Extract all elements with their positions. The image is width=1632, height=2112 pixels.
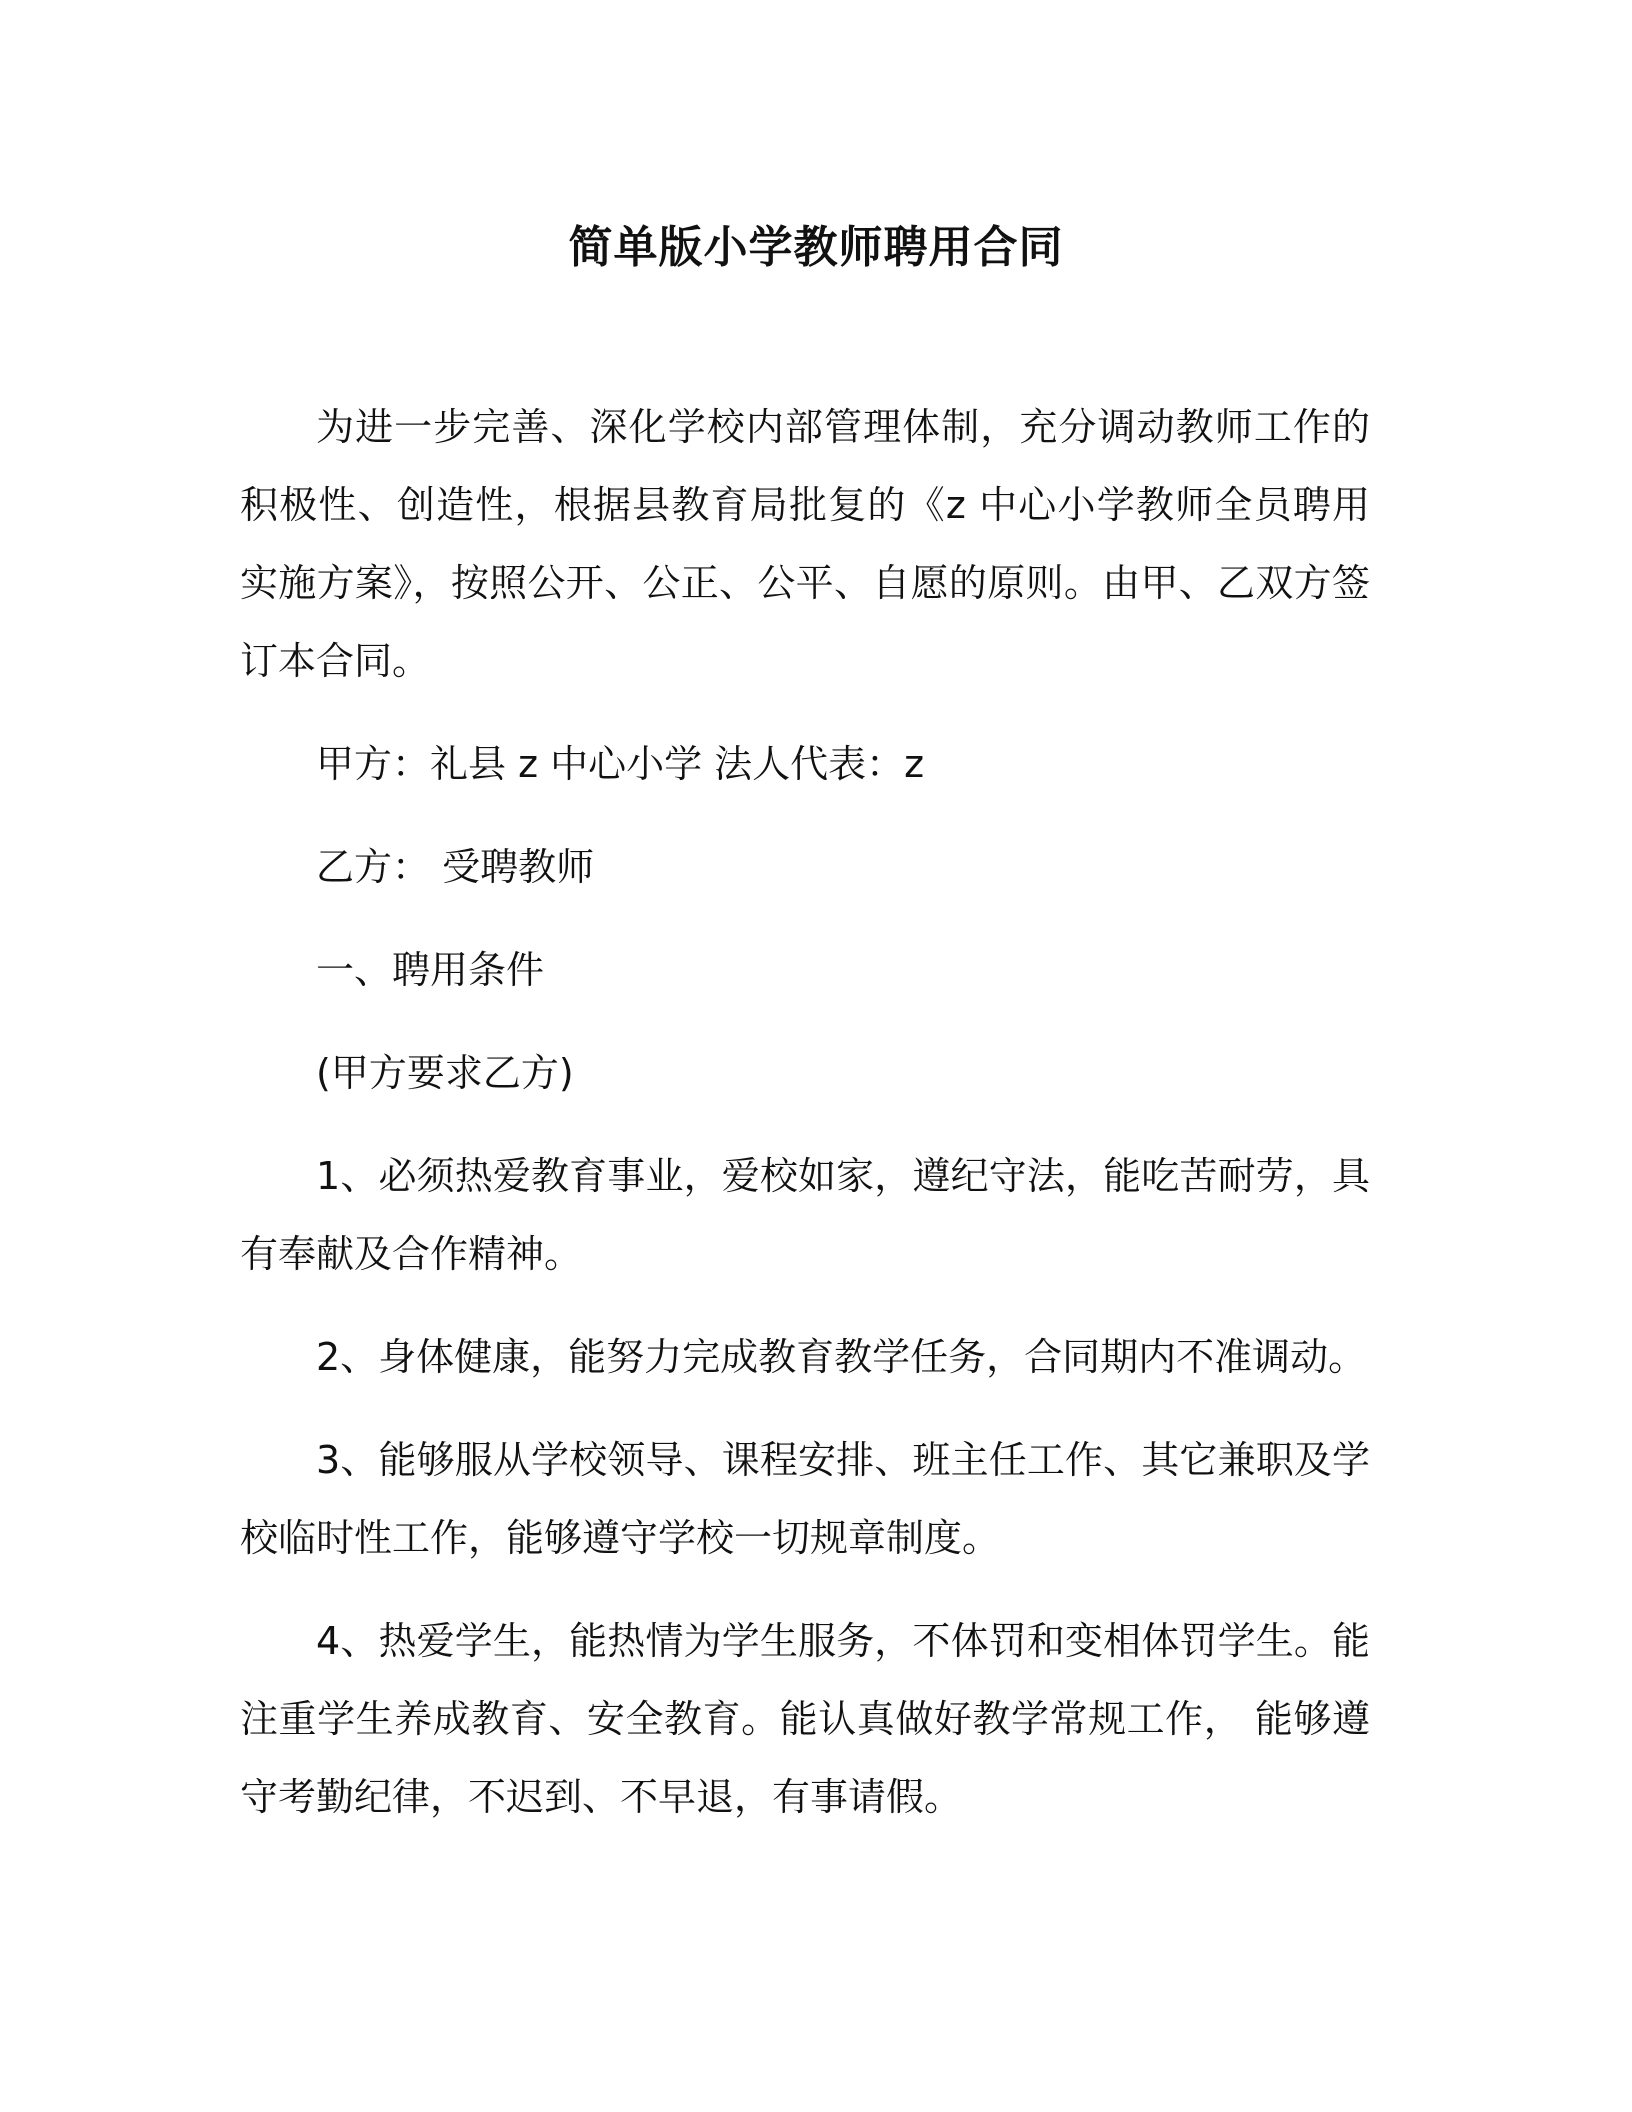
document-title: 简单版小学教师聘用合同 [568, 222, 1064, 273]
section-subheading: (甲方要求乙方) [316, 1051, 574, 1095]
clause-2: 2、身体健康，能努力完成教育教学任务，合同期内不准调动。 [316, 1335, 1367, 1379]
party-a-line: 甲方：礼县 z 中心小学 法人代表：z [316, 742, 925, 786]
party-b-line: 乙方： 受聘教师 [316, 845, 595, 889]
intro-paragraph: 为进一步完善、深化学校内部管理体制，充分调动教师工作的积极性、创造性，根据县教育局批复的《z 中心小学教师全员聘用实施方案》，按照公开、公正、公平、自愿的原则。由甲、乙双方签订本合同。 [240, 405, 1370, 683]
document-body [240, 388, 1370, 1861]
clause-3: 3、能够服从学校领导、课程安排、班主任工作、其它兼职及学校临时性工作，能够遵守学校一切规章制度。 [240, 1438, 1370, 1560]
section-heading: 一、聘用条件 [316, 948, 545, 992]
clause-1: 1、必须热爱教育事业，爱校如家，遵纪守法，能吃苦耐劳，具有奉献及合作精神。 [240, 1154, 1370, 1276]
clause-4: 4、热爱学生，能热情为学生服务，不体罚和变相体罚学生。能注重学生养成教育、安全教育。能认真做好教学常规工作， 能够遵守考勤纪律，不迟到、不早退，有事请假。 [240, 1619, 1370, 1819]
